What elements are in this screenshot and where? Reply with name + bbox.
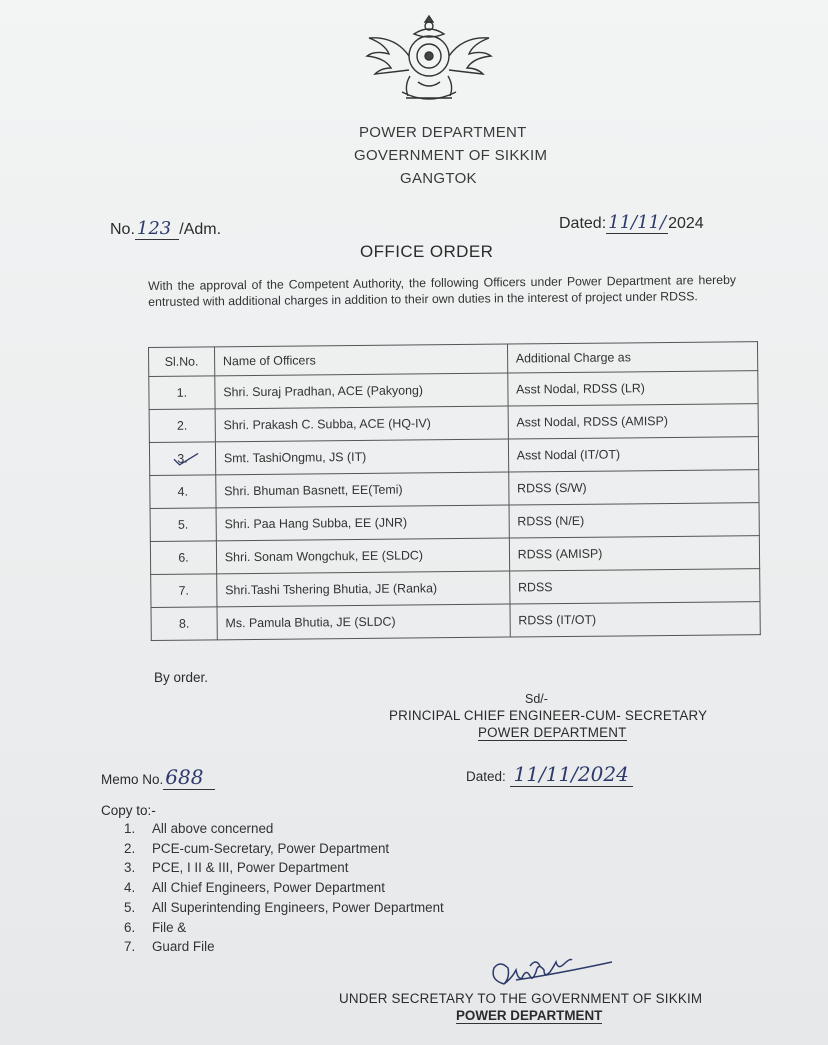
header-name: Name of Officers (214, 344, 507, 376)
cell-sl-no: 5. (150, 508, 216, 542)
cell-officer-name: Shri. Bhuman Basnett, EE(Temi) (216, 472, 509, 508)
cell-charge: RDSS (S/W) (508, 470, 759, 505)
list-item: 1. All above concerned (124, 821, 274, 836)
copy-to-list (124, 819, 444, 957)
sd-mark: Sd/- (525, 692, 548, 706)
footer-designation: UNDER SECRETARY TO THE GOVERNMENT OF SIKKIM (339, 991, 703, 1006)
officers-table (148, 341, 761, 641)
cell-sl-no: 2. (149, 409, 215, 443)
copy-to-label: Copy to:- (101, 803, 156, 818)
table-row (151, 602, 760, 641)
location-heading: GANGTOK (400, 170, 477, 187)
cell-officer-name: Smt. TashiOngmu, JS (IT) (215, 439, 508, 475)
cell-sl-no: 1. (149, 376, 215, 410)
cell-sl-no: 7. (151, 574, 217, 608)
sikkim-emblem-icon (362, 10, 496, 106)
footer-department: POWER DEPARTMENT (456, 1008, 603, 1023)
cell-officer-name: Shri. Paa Hang Subba, EE (JNR) (216, 505, 509, 541)
order-date-handwritten: 11/11/ (608, 212, 667, 233)
memo-number-handwritten: 688 (163, 765, 215, 790)
list-item: 6. File & (124, 919, 187, 935)
order-number (110, 218, 221, 240)
cell-sl-no (149, 442, 215, 476)
cell-charge: Asst Nodal (IT/OT) (508, 437, 759, 472)
list-item: 3. PCE, I II & III, Power Department (124, 860, 349, 876)
cell-officer-name: Shri. Sonam Wongchuk, EE (SLDC) (216, 538, 509, 574)
header-sl-no: Sl.No. (149, 347, 215, 377)
order-number-prefix: No. (110, 221, 135, 238)
intro-paragraph: With the approval of the Competent Authority, the following Officers under Power Department are hereby entrusted with additional charges in addition to their own duties in the interest of project under RDSS. (148, 272, 737, 309)
cell-officer-name: Shri. Suraj Pradhan, ACE (Pakyong) (215, 373, 508, 409)
order-number-handwritten: 123 (135, 218, 179, 240)
department-heading: POWER DEPARTMENT (359, 124, 527, 141)
signatory-department: POWER DEPARTMENT (478, 725, 627, 740)
cell-officer-name: Shri.Tashi Tshering Bhutia, JE (Ranka) (217, 571, 510, 607)
tick-mark-icon (172, 452, 200, 467)
list-item: 4. All Chief Engineers, Power Department (124, 880, 385, 896)
cell-charge: Asst Nodal, RDSS (AMISP) (508, 404, 759, 439)
cell-charge: RDSS (IT/OT) (510, 602, 761, 637)
order-number-suffix: /Adm. (179, 221, 222, 238)
memo-number (101, 765, 215, 790)
cell-sl-no: 8. (151, 607, 217, 641)
list-item: 2. PCE-cum-Secretary, Power Department (124, 840, 390, 856)
list-item: 7. Guard File (124, 939, 215, 955)
memo-date-handwritten: 11/11/2024 (510, 762, 633, 787)
order-date-year: 2024 (668, 215, 704, 232)
cell-sl-no: 4. (150, 475, 216, 509)
page-title: OFFICE ORDER (360, 242, 494, 261)
cell-charge: RDSS (509, 569, 760, 604)
memo-date (466, 762, 633, 787)
memo-date-label: Dated: (466, 769, 506, 784)
by-order-text: By order. (154, 670, 209, 685)
cell-officer-name: Ms. Pamula Bhutia, JE (SLDC) (217, 604, 510, 640)
cell-officer-name: Shri. Prakash C. Subba, ACE (HQ-IV) (215, 406, 508, 442)
list-item: 5. All Superintending Engineers, Power Department (124, 899, 444, 915)
memo-number-label: Memo No. (101, 772, 164, 787)
cell-charge: RDSS (N/E) (509, 503, 760, 538)
cell-charge: Asst Nodal, RDSS (LR) (507, 371, 758, 406)
order-date-label: Dated: (559, 215, 607, 232)
signatory-designation: PRINCIPAL CHIEF ENGINEER-CUM- SECRETARY (389, 708, 708, 723)
cell-charge: RDSS (AMISP) (509, 536, 760, 571)
government-heading: GOVERNMENT OF SIKKIM (354, 147, 548, 164)
order-date (559, 212, 704, 234)
cell-sl-no-text: 3. (177, 451, 188, 466)
header-charge: Additional Charge as (507, 342, 758, 373)
cell-sl-no: 6. (150, 541, 216, 575)
